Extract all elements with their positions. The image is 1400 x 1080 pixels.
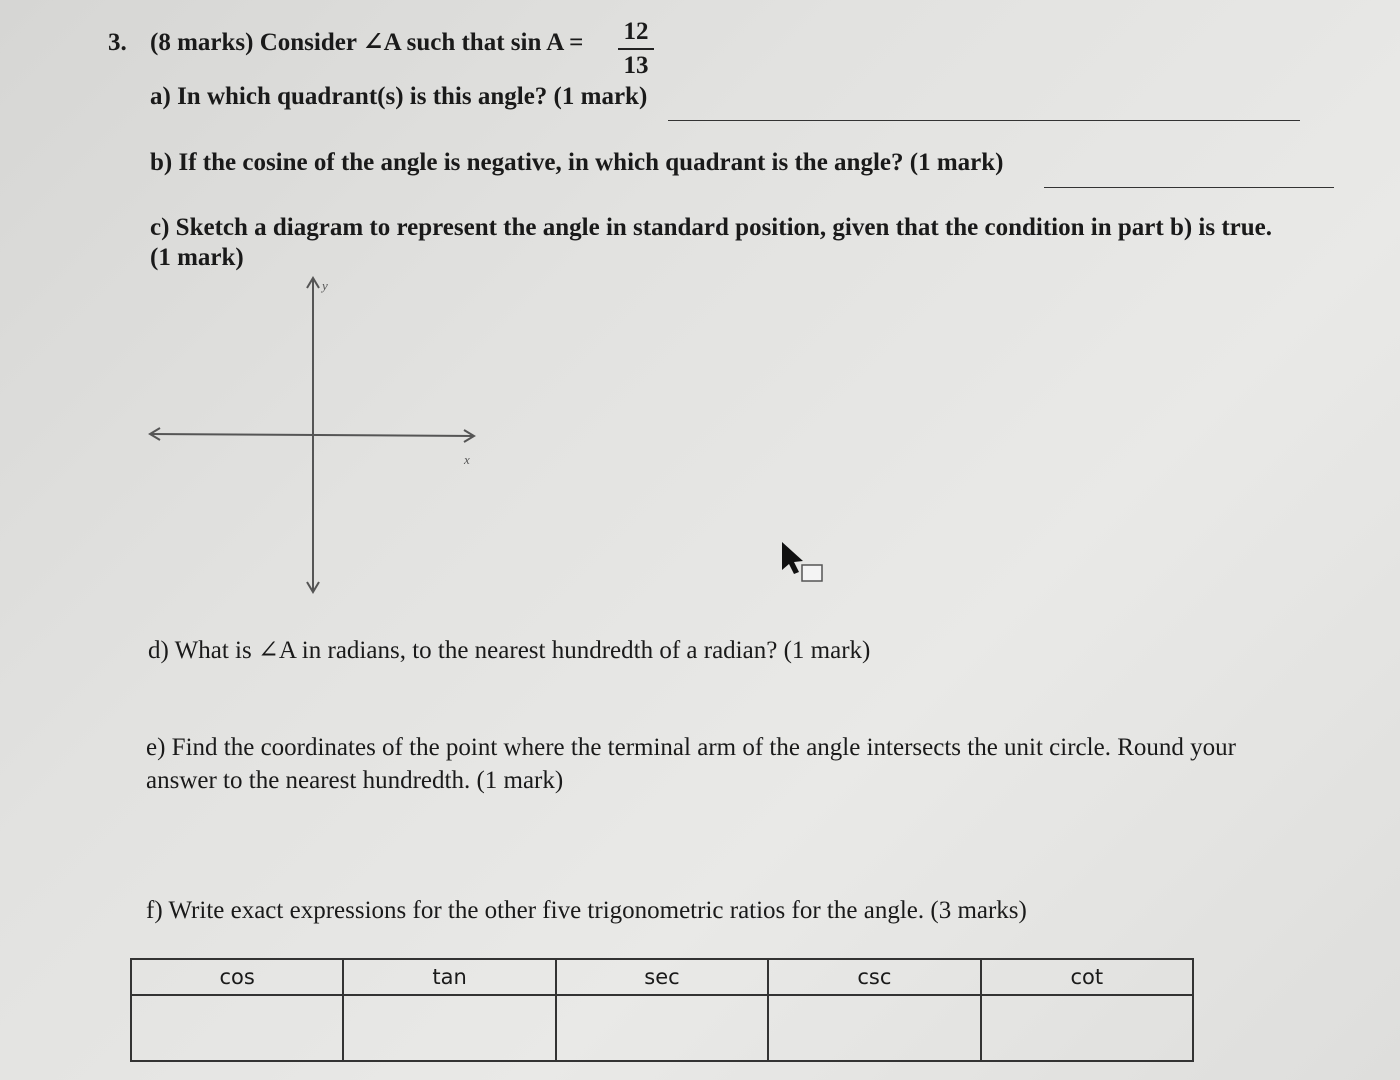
answer-cell-tan[interactable] (343, 995, 555, 1061)
part-b-text: b) If the cosine of the angle is negative, in which quadrant is the angle? (1 mark) (150, 149, 1004, 176)
part-a-text: a) In which quadrant(s) is this angle? (1 mark) (150, 83, 648, 110)
part-c-text-line2: (1 mark) (150, 244, 244, 271)
question-header: (8 marks) Consider ∠A such that sin A = (150, 29, 584, 56)
table-answer-row (131, 995, 1193, 1061)
trig-ratios-table (130, 958, 1194, 1062)
part-e-text-line1: e) Find the coordinates of the point where the terminal arm of the angle intersects the unit circle. Round your (146, 734, 1236, 761)
part-c-text-line1: c) Sketch a diagram to represent the angle in standard position, given that the condition in part b) is true. (150, 214, 1273, 241)
answer-cell-sec[interactable] (556, 995, 768, 1061)
x-axis (150, 434, 474, 436)
header-cos: cos (131, 959, 343, 995)
part-d-text: d) What is ∠A in radians, to the nearest hundredth of a radian? (1 mark) (148, 637, 871, 664)
y-axis-label: y (322, 278, 328, 293)
header-csc: csc (768, 959, 980, 995)
table-header-row (131, 959, 1193, 995)
answer-cell-cot[interactable] (981, 995, 1193, 1061)
answer-cell-csc[interactable] (768, 995, 980, 1061)
header-sec: sec (556, 959, 768, 995)
header-cot: cot (981, 959, 1193, 995)
part-a-answer-line[interactable] (668, 120, 1300, 121)
mouse-cursor-icon (780, 540, 830, 590)
header-tan: tan (343, 959, 555, 995)
fraction-bar (618, 48, 654, 50)
x-axis-label: x (464, 452, 470, 467)
question-number: 3. (108, 29, 127, 56)
fraction-denominator: 13 (623, 52, 649, 79)
answer-cell-cos[interactable] (131, 995, 343, 1061)
fraction-numerator: 12 (623, 18, 649, 45)
part-e-text-line2: answer to the nearest hundredth. (1 mark) (146, 767, 564, 794)
sin-fraction (618, 18, 654, 80)
part-f-text: f) Write exact expressions for the other five trigonometric ratios for the angle. (3 marks) (146, 897, 1027, 924)
part-b-answer-line[interactable] (1044, 187, 1334, 188)
coordinate-axes-diagram (140, 268, 490, 608)
